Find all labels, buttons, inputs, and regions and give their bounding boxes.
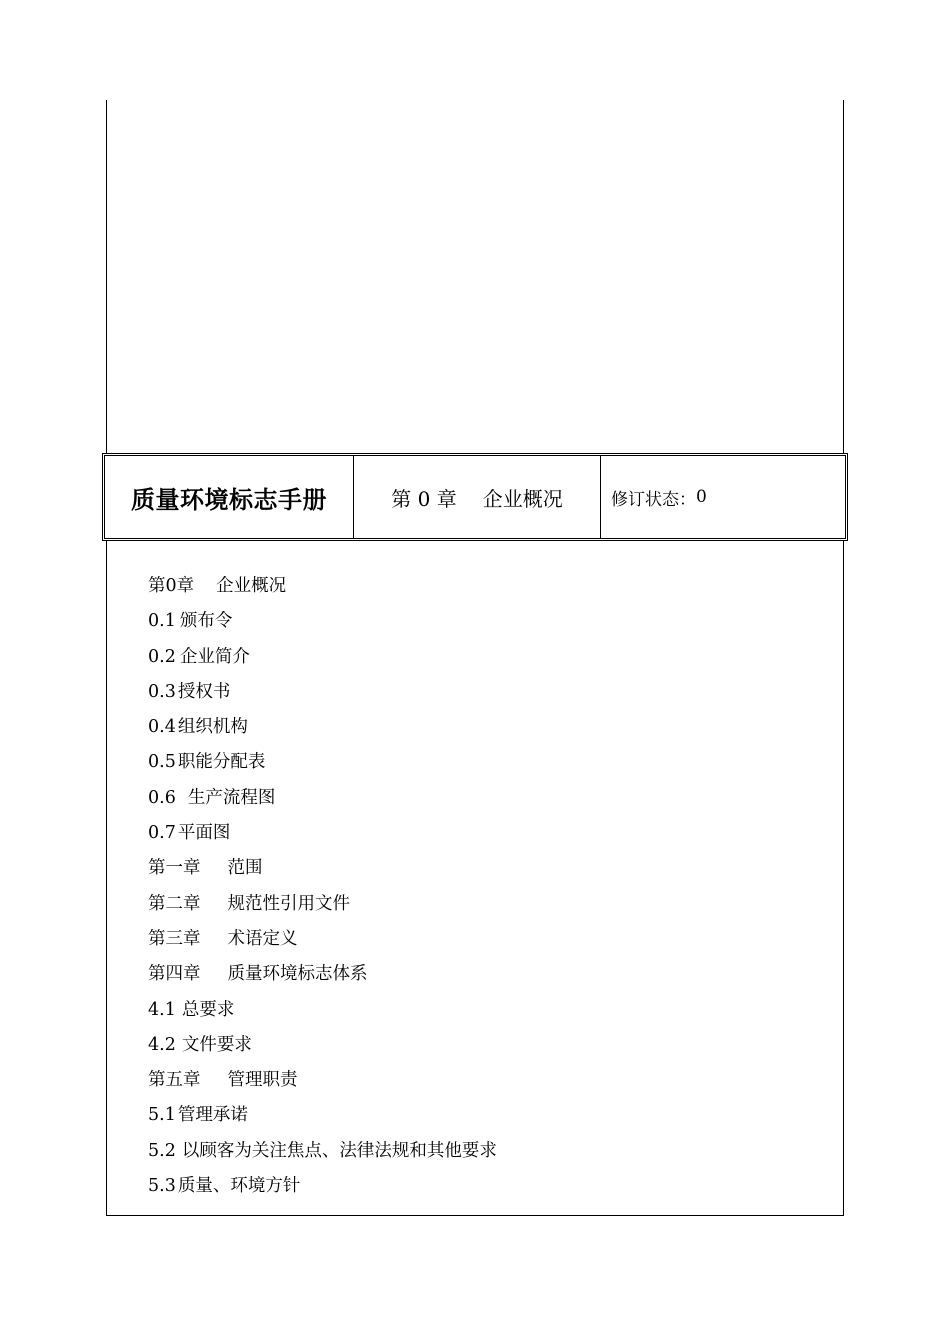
toc-item[interactable] <box>148 675 497 710</box>
frame-left-border-top <box>106 100 107 453</box>
toc-item-number: 0.3 <box>148 681 176 702</box>
toc-item[interactable] <box>148 851 497 886</box>
toc-item-number: 第二章 <box>148 893 201 914</box>
toc-item-number: 第五章 <box>148 1070 201 1091</box>
toc-item-number: 第四章 <box>148 964 201 985</box>
toc-item-number: 0.1 <box>148 611 176 632</box>
toc-item-title: 授权书 <box>177 681 231 702</box>
frame-right-border-top <box>843 100 844 453</box>
header-table <box>104 455 846 539</box>
toc-item-number: 0.5 <box>148 752 176 773</box>
toc-item[interactable] <box>148 816 497 851</box>
toc-item-title: 总要求 <box>181 999 235 1020</box>
toc-item[interactable] <box>148 604 497 639</box>
toc-item-title: 组织机构 <box>177 717 248 738</box>
toc-item-title: 企业概况 <box>216 576 287 596</box>
frame-right-border-bottom <box>843 541 844 1216</box>
toc-item-title: 质量、环境方针 <box>177 1176 301 1197</box>
toc-item[interactable] <box>148 1098 497 1133</box>
toc-item[interactable] <box>148 710 497 745</box>
toc-item[interactable] <box>148 993 497 1028</box>
revision-cell <box>601 456 845 538</box>
toc-item[interactable] <box>148 1134 497 1169</box>
table-of-contents <box>148 569 497 1204</box>
toc-item-title: 平面图 <box>177 823 231 844</box>
toc-item-number: 4.1 <box>148 999 176 1020</box>
toc-item-title: 术语定义 <box>227 928 298 949</box>
chapter-number: 第 0 章 <box>391 486 457 511</box>
toc-item-number: 4.2 <box>148 1034 176 1055</box>
toc-item[interactable] <box>148 1028 497 1063</box>
toc-item-title: 生产流程图 <box>187 787 276 808</box>
toc-item[interactable] <box>148 745 497 780</box>
toc-item-title: 管理承诺 <box>177 1105 248 1126</box>
toc-item-title: 企业简介 <box>179 646 250 667</box>
revision-label: 修订状态： <box>611 489 696 510</box>
toc-item-number: 第一章 <box>148 858 201 879</box>
toc-item-title: 颁布令 <box>179 611 233 632</box>
toc-item[interactable] <box>148 1063 497 1098</box>
toc-item[interactable] <box>148 957 497 992</box>
toc-item-title: 规范性引用文件 <box>227 893 350 914</box>
toc-item-number: 0.2 <box>148 646 176 667</box>
toc-item-title: 以顾客为关注焦点、法律法规和其他要求 <box>181 1140 497 1161</box>
toc-item[interactable] <box>148 1169 497 1204</box>
toc-item-number: 第三章 <box>148 928 201 949</box>
toc-item-number: 第0章 <box>148 576 195 596</box>
toc-item-number: 5.1 <box>148 1105 176 1126</box>
toc-item-number: 5.3 <box>148 1176 176 1197</box>
revision-value: 0 <box>696 487 707 507</box>
toc-item-number: 5.2 <box>148 1140 176 1161</box>
toc-item-title: 职能分配表 <box>177 752 266 773</box>
toc-item-title: 文件要求 <box>181 1034 252 1055</box>
manual-title-cell <box>105 456 354 538</box>
chapter-cell <box>354 456 601 538</box>
toc-item[interactable] <box>148 922 497 957</box>
toc-item[interactable] <box>148 887 497 922</box>
toc-item[interactable] <box>148 569 497 604</box>
toc-item-number: 0.4 <box>148 717 176 738</box>
frame-left-border-bottom <box>106 541 107 1216</box>
toc-item-number: 0.6 <box>148 787 176 808</box>
toc-item[interactable] <box>148 640 497 675</box>
toc-item-title: 范围 <box>227 858 263 879</box>
chapter-title: 企业概况 <box>482 486 563 511</box>
toc-item-number: 0.7 <box>148 823 176 844</box>
toc-item-title: 质量环境标志体系 <box>227 964 368 985</box>
manual-title: 质量环境标志手册 <box>131 484 327 514</box>
frame-bottom-border <box>106 1215 844 1216</box>
toc-item-title: 管理职责 <box>227 1070 298 1091</box>
toc-item[interactable] <box>148 781 497 816</box>
